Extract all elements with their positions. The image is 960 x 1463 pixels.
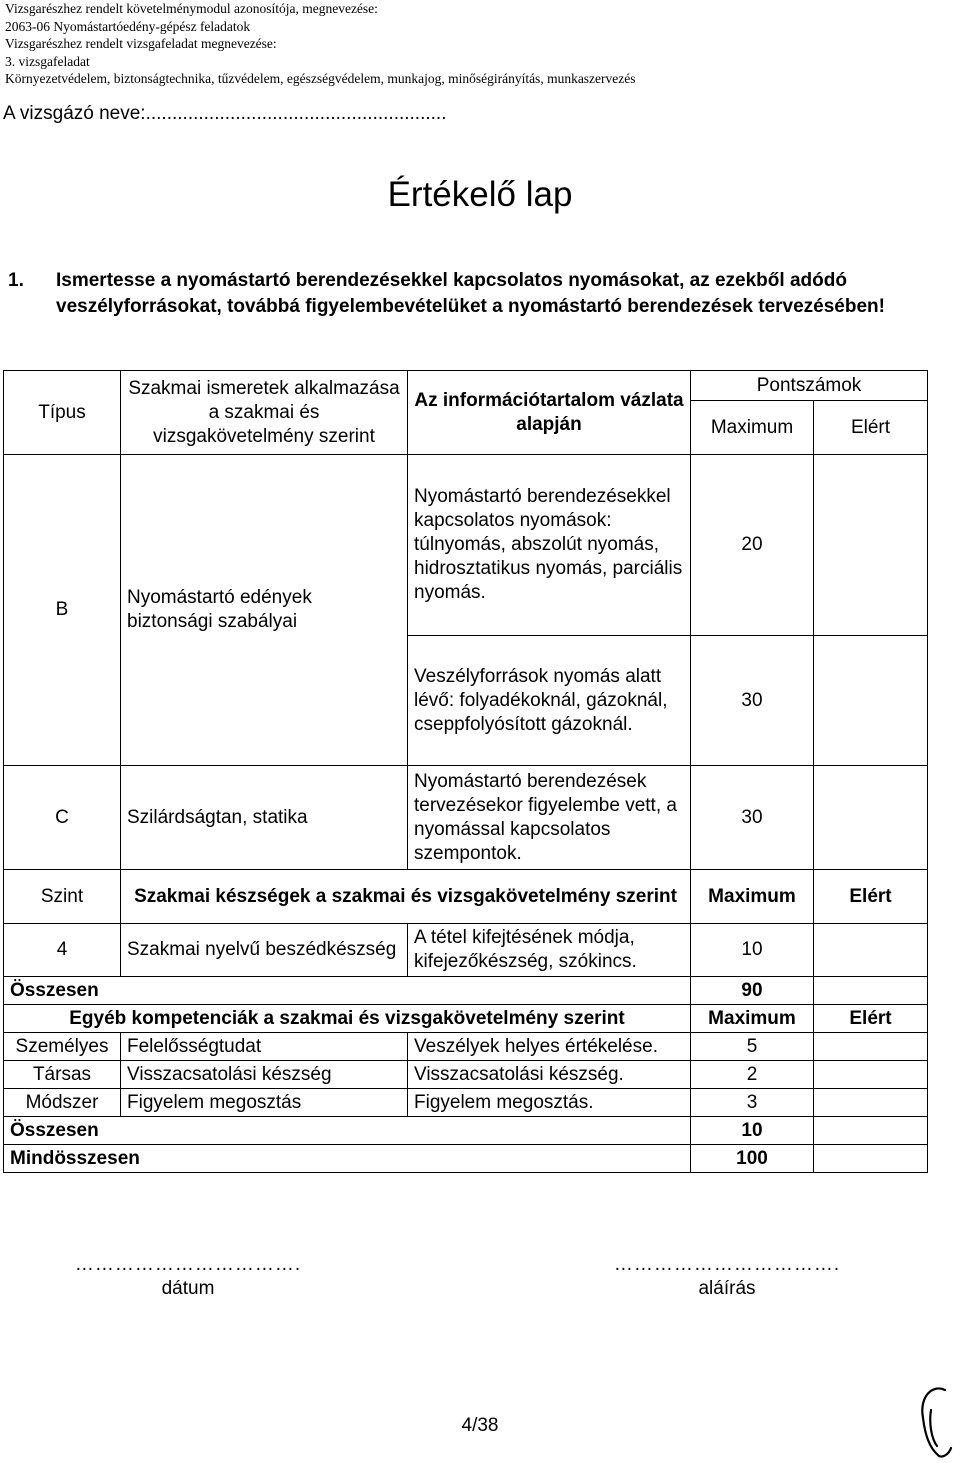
other-row-type: Módszer: [4, 1089, 121, 1117]
col-header-content: Az információtartalom vázlata alapján: [408, 371, 691, 455]
row-b-max-1: 20: [691, 455, 814, 636]
other-row-type: Társas: [4, 1061, 121, 1089]
row-b-content-2: Veszélyforrások nyomás alatt lévő: folyadékoknál, gázoknál, cseppfolyósított gázoknál.: [408, 636, 691, 766]
skills-max-header: Maximum: [691, 870, 814, 924]
col-header-points: Pontszámok: [691, 371, 928, 401]
subtotal-1-label: Összesen: [4, 977, 691, 1005]
col-header-achieved: Elért: [814, 401, 928, 455]
skills-achieved: [814, 924, 928, 977]
other-row-name: Figyelem megosztás: [121, 1089, 408, 1117]
evaluation-table: [3, 370, 928, 1173]
row-b-content-1: Nyomástartó berendezésekkel kapcsolatos nyomások: túlnyomás, abszolút nyomás, hidrosztatikus nyomás, parciális nyomás.: [408, 455, 691, 636]
row-c-achieved: [814, 766, 928, 870]
other-achieved-header: Elért: [814, 1005, 928, 1033]
skills-max: 10: [691, 924, 814, 977]
other-row-achieved: [814, 1061, 928, 1089]
task-number: 1.: [8, 270, 24, 291]
skills-level: 4: [4, 924, 121, 977]
row-c-content: Nyomástartó berendezések tervezésekor figyelembe vett, a nyomással kapcsolatos szempontok.: [408, 766, 691, 870]
sign-label: aláírás: [698, 1278, 756, 1299]
row-b-knowledge: Nyomástartó edények biztonsági szabályai: [121, 455, 408, 766]
document-header: [5, 0, 955, 88]
skills-title: Szakmai készségek a szakmai és vizsgakövetelmény szerint: [121, 870, 691, 924]
other-row-type: Személyes: [4, 1033, 121, 1061]
other-row-achieved: [814, 1033, 928, 1061]
handwritten-signature: [905, 1382, 955, 1462]
other-row-max: 2: [691, 1061, 814, 1089]
examinee-name-field: A vizsgázó neve:.........................................................: [3, 103, 447, 124]
row-c-type: C: [4, 766, 121, 870]
row-b-achieved-2: [814, 636, 928, 766]
header-line-2: 2063-06 Nyomástartóedény-gépész feladatok: [5, 18, 251, 34]
header-line-4: 3. vizsgafeladat: [5, 53, 90, 69]
page-number: 4/38: [461, 1415, 499, 1436]
other-row-achieved: [814, 1089, 928, 1117]
header-line-3: Vizsgarészhez rendelt vizsgafeladat megnevezése:: [5, 36, 277, 52]
subtotal-2-max: 10: [691, 1117, 814, 1145]
subtotal-1-achieved: [814, 977, 928, 1005]
col-header-max: Maximum: [691, 401, 814, 455]
other-row-max: 3: [691, 1089, 814, 1117]
other-row-name: Felelősségtudat: [121, 1033, 408, 1061]
row-b-type: B: [4, 455, 121, 766]
row-b-achieved-1: [814, 455, 928, 636]
subtotal-1-max: 90: [691, 977, 814, 1005]
subtotal-2-achieved: [814, 1117, 928, 1145]
col-header-knowledge: Szakmai ismeretek alkalmazása a szakmai és vizsgakövetelmény szerint: [121, 371, 408, 455]
other-row-max: 5: [691, 1033, 814, 1061]
other-row-desc: Veszélyek helyes értékelése.: [408, 1033, 691, 1061]
other-competencies-title: Egyéb kompetenciák a szakmai és vizsgakövetelmény szerint: [4, 1005, 691, 1033]
row-c-knowledge: Szilárdságtan, statika: [121, 766, 408, 870]
header-line-1: Vizsgarészhez rendelt követelménymodul azonosítója, megnevezése:: [5, 1, 378, 16]
grand-total-achieved: [814, 1145, 928, 1173]
grand-total-max: 100: [691, 1145, 814, 1173]
task-statement: [8, 268, 938, 320]
sign-dotted-line: …………………………….: [613, 1254, 841, 1275]
task-text: Ismertesse a nyomástartó berendezésekkel kapcsolatos nyomásokat, az ezekből adódó veszélyforrásokat, továbbá figyelembevételüket a nyomástartó berendezések tervezésében!: [56, 270, 885, 317]
row-b-max-2: 30: [691, 636, 814, 766]
other-max-header: Maximum: [691, 1005, 814, 1033]
table-row: [4, 1033, 928, 1061]
other-row-name: Visszacsatolási készség: [121, 1061, 408, 1089]
skills-level-header: Szint: [4, 870, 121, 924]
grand-total-label: Mindösszesen: [4, 1145, 691, 1173]
date-dotted-line: …………………………….: [74, 1254, 302, 1275]
page-title: Értékelő lap: [387, 175, 573, 214]
header-line-5: Környezetvédelem, biztonságtechnika, tűzvédelem, egészségvédelem, munkajog, minőségirányítás, munkaszervezés: [5, 71, 636, 87]
skills-achieved-header: Elért: [814, 870, 928, 924]
sign-signature-block: [597, 1252, 857, 1300]
other-row-desc: Visszacsatolási készség.: [408, 1061, 691, 1089]
row-c-max: 30: [691, 766, 814, 870]
date-signature-block: [58, 1252, 318, 1300]
table-row: [4, 1089, 928, 1117]
col-header-type: Típus: [4, 371, 121, 455]
skills-mode: A tétel kifejtésének módja, kifejezőkészség, szókincs.: [408, 924, 691, 977]
table-row: [4, 1061, 928, 1089]
subtotal-2-label: Összesen: [4, 1117, 691, 1145]
date-label: dátum: [161, 1278, 215, 1299]
skills-name: Szakmai nyelvű beszédkészség: [121, 924, 408, 977]
other-row-desc: Figyelem megosztás.: [408, 1089, 691, 1117]
